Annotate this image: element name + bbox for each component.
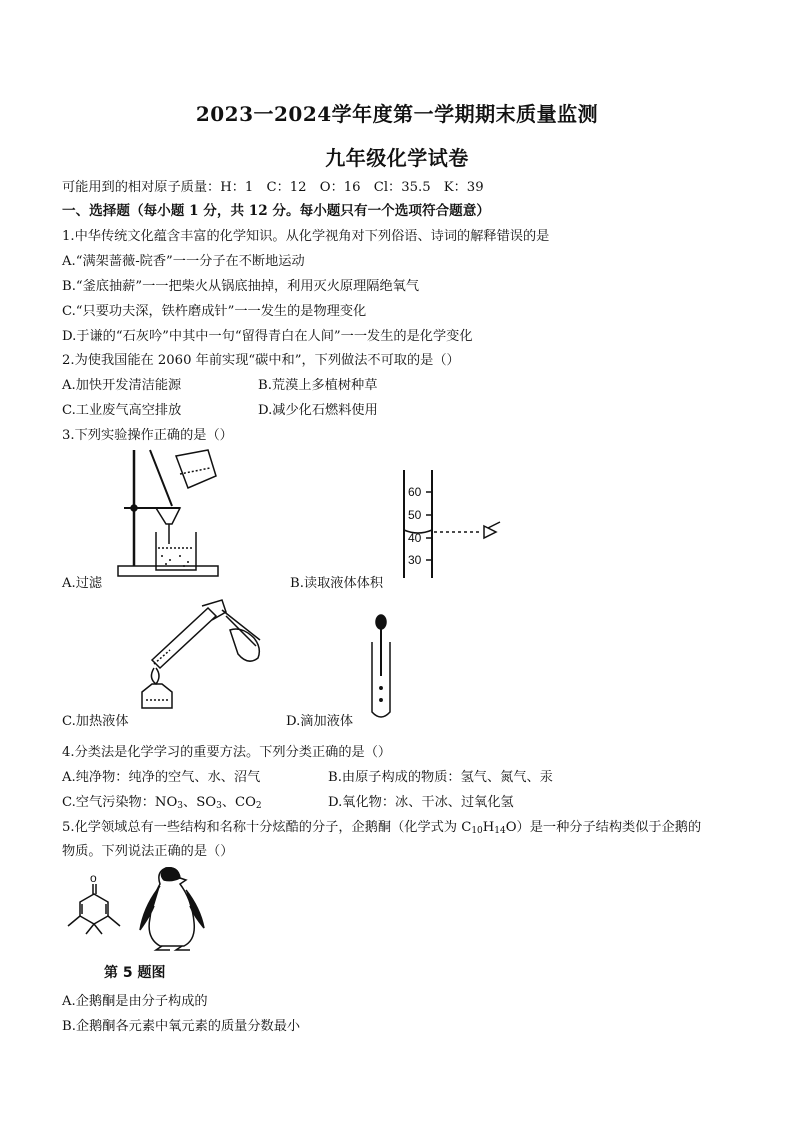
q2-option-c: C.工业废气高空排放 [62, 403, 182, 418]
alcohol-lamp [142, 684, 172, 708]
q4-option-a: A.纯净物：纯净的空气、水、沼气 [62, 770, 261, 785]
beaker [156, 532, 196, 570]
cylinder-figure [396, 470, 516, 580]
funnel [156, 508, 180, 524]
eye-icon [484, 522, 500, 538]
oxygen-atom: o [90, 871, 97, 885]
penguin-icon [138, 866, 210, 950]
q2-stem: 2.为使我国能在 2060 年前实现“碳中和”，下列做法不可取的是（） [62, 353, 460, 368]
q5-option-b: B.企鹅酮各元素中氧元素的质量分数最小 [62, 1019, 301, 1034]
dropping-figure [366, 614, 406, 724]
figure-caption: 第 5 题图 [104, 965, 166, 981]
tick-50: 50 [408, 508, 422, 522]
q5-stem-line1: 5.化学领域总有一些结构和名称十分炫酷的分子，企鹅酮（化学式为 $C_{10}H_{14}O$）是一种分子结构类似于企鹅的 [62, 820, 702, 836]
q1-option-d: D.于谦的“石灰吟”中其中一句“留得青白在人间”一一发生的是化学变化 [62, 329, 473, 344]
tick-40: 40 [408, 531, 422, 545]
filtration-figure [110, 448, 270, 584]
q5-stem-line2: 物质。下列说法正确的是（） [62, 844, 234, 859]
q5-option-a: A.企鹅酮是由分子构成的 [62, 994, 208, 1009]
stand-base [118, 566, 218, 576]
tick-60: 60 [408, 485, 422, 499]
q2-option-d: D.减少化石燃料使用 [258, 403, 378, 418]
q3-option-a: A.过滤 [62, 576, 103, 591]
section-heading: 一、选择题（每小题 1 分，共 12 分。每小题只有一个选项符合题意） [62, 203, 490, 219]
q4-stem: 4.分类法是化学学习的重要方法。下列分类正确的是（） [62, 745, 392, 760]
exam-subtitle: 九年级化学试卷 [325, 146, 469, 170]
q3-option-d: D.滴加液体 [286, 714, 354, 729]
q3-stem: 3.下列实验操作正确的是（） [62, 428, 233, 443]
q1-stem: 1.中华传统文化蕴含丰富的化学知识。从化学视角对下列俗语、诗词的解释错误的是 [62, 229, 550, 244]
q4-option-d: D.氧化物：冰、干冰、过氧化氢 [328, 795, 514, 810]
test-tube [152, 608, 216, 668]
pouring-beaker [176, 450, 216, 488]
penguin-left-wing [140, 886, 160, 930]
glass-rod [150, 450, 172, 506]
carbon-ring [80, 894, 108, 924]
penguin-head [161, 868, 180, 881]
penguinone-structure [64, 870, 128, 934]
tick-30: 30 [408, 553, 422, 567]
heating-figure [130, 600, 270, 718]
q1-option-c: C.“只要功夫深，铁杵磨成针”一一发生的是物理变化 [62, 304, 367, 319]
q4-option-c: C.空气污染物：$NO_3$、$SO_3$、$CO_2$ [62, 795, 262, 811]
holder-arm [222, 610, 260, 646]
q1-option-a: A.“满架蔷薇-院香”一一分子在不断地运动 [62, 254, 305, 269]
dropper-bulb [376, 615, 386, 629]
flame [151, 668, 159, 684]
q3-option-c: C.加热液体 [62, 714, 129, 729]
q4-option-b: B.由原子构成的物质：氢气、氮气、汞 [328, 770, 553, 785]
exam-title: 2023一2024学年度第一学期期末质量监测 [195, 102, 599, 126]
q2-option-b: B.荒漠上多植树种草 [258, 378, 378, 393]
q2-option-a: A.加快开发清洁能源 [62, 378, 182, 393]
q3-option-b: B.读取液体体积 [290, 576, 384, 591]
q1-option-b: B.“釜底抽薪”一一把柴火从锅底抽掉，利用灭火原理隔绝氧气 [62, 279, 420, 294]
penguin-right-wing [186, 890, 204, 928]
atomic-masses: 可能用到的相对原子质量：H：1 C：12 O：16 Cl：35.5 K：39 [62, 180, 484, 195]
